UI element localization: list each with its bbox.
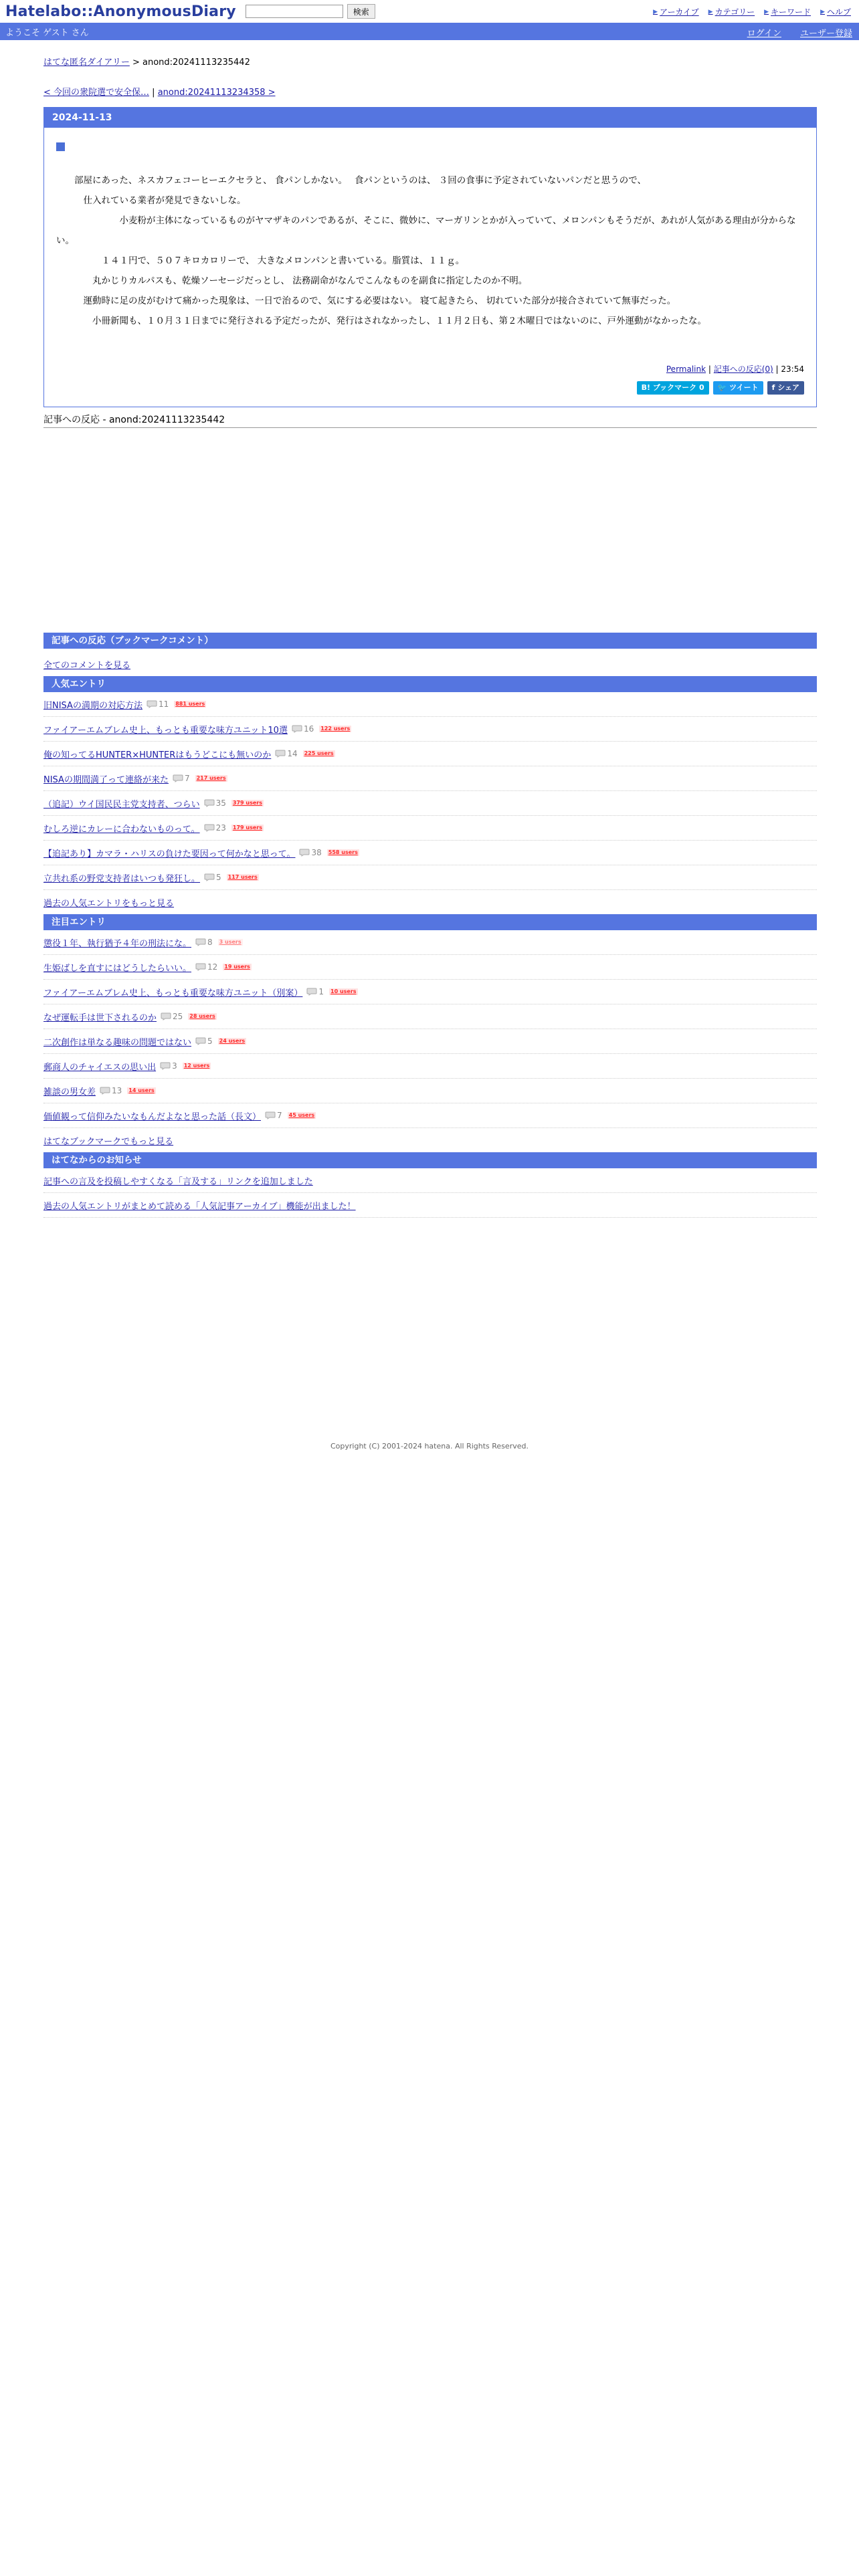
- bookmark-users-badge[interactable]: 881 users: [175, 701, 205, 707]
- entry-paragraph: 部屋にあった、ネスカフェコーヒーエクセラと、 食パンしかない。 食パンというのは、 ３回の食事に予定されていないパンだと思うので、: [56, 175, 647, 186]
- triangle-right-icon: ▶: [653, 8, 658, 15]
- diary-day-box: [43, 107, 817, 407]
- comment-count-value: 7: [277, 1111, 282, 1120]
- popular-entry-row: [43, 816, 817, 841]
- comment-bubble-icon: [147, 700, 157, 708]
- comment-bubble-icon: [299, 849, 310, 857]
- comment-bubble-icon: [204, 824, 215, 832]
- hatena-bookmark-button[interactable]: B! ブックマーク 0: [637, 381, 709, 395]
- popular-entry-row: [43, 766, 817, 791]
- notice-row: [43, 1168, 817, 1193]
- featured-more-row: [43, 1128, 817, 1152]
- breadcrumb: [43, 55, 817, 68]
- bookmark-users-badge[interactable]: 24 users: [219, 1038, 246, 1044]
- featured-entry-row: [43, 1054, 817, 1079]
- entry-anchor-square-icon[interactable]: [56, 142, 65, 151]
- bookmark-users-badge[interactable]: 217 users: [196, 775, 226, 781]
- register-link[interactable]: ユーザー登録: [799, 29, 852, 39]
- share-buttons: [44, 374, 816, 407]
- triangle-right-icon: ▶: [820, 8, 825, 15]
- featured-entry-row: [43, 1103, 817, 1128]
- popular-entry-row: [43, 742, 817, 766]
- bird-icon: 🐦: [717, 383, 730, 392]
- comment-bubble-icon: [306, 988, 317, 996]
- facebook-label: シェア: [777, 383, 799, 392]
- comment-count: [204, 823, 226, 833]
- comment-count: [160, 1061, 177, 1071]
- comment-bubble-icon: [195, 963, 206, 971]
- comment-count: [161, 1012, 183, 1021]
- entry-title-link[interactable]: 【追記あり】カマラ・ハリスの負けた要因って何かなと思って。: [43, 849, 296, 859]
- main-content: [43, 40, 817, 1218]
- bookmark-users-badge[interactable]: 179 users: [232, 825, 262, 831]
- tweet-label: ツイート: [729, 383, 759, 392]
- notices-section-title: はてなからのお知らせ: [43, 1152, 817, 1168]
- comment-bubble-icon: [173, 774, 183, 782]
- featured-entry-row: [43, 930, 817, 955]
- entry-title-link[interactable]: ファイアーエムブレム史上、もっとも重要な味方ユニット（別案）: [43, 988, 303, 998]
- nav-category[interactable]: [708, 6, 755, 17]
- welcome-text: ようこそ ゲスト さん: [5, 27, 89, 38]
- comment-count: [275, 749, 297, 758]
- entry-title-link[interactable]: 俺の知ってるHUNTER×HUNTERはもうどこにも無いのか: [43, 750, 272, 760]
- breadcrumb-sep: >: [129, 58, 143, 68]
- bookmark-users-badge[interactable]: 3 users: [219, 939, 242, 945]
- footer-copyright: Copyright (C) 2001-2024 hatena. All Rights Reserved.: [330, 1442, 529, 1451]
- comment-count-value: 8: [207, 938, 213, 947]
- entry-paragraph: 運動時に足の皮がむけて痛かった現象は、一日で治るので、気にする必要はない。 寝て起きたら、 切れていた部分が接合されていて無事だった。: [56, 296, 676, 306]
- permalink-link[interactable]: Permalink: [666, 364, 706, 374]
- comment-count: [204, 873, 221, 882]
- login-link[interactable]: ログイン: [747, 29, 781, 39]
- notice-row: [43, 1193, 817, 1218]
- popular-section-title: 人気エントリ: [43, 676, 817, 692]
- nav-keyword[interactable]: [764, 6, 811, 17]
- entry-body: [44, 128, 816, 336]
- comment-count: [306, 987, 324, 996]
- search-input[interactable]: [246, 5, 343, 18]
- comment-count-value: 14: [287, 749, 298, 758]
- notice-list: [43, 1168, 817, 1218]
- entry-title-link[interactable]: ファイアーエムブレム史上、もっとも重要な味方ユニット10選: [43, 725, 288, 736]
- bookmark-users-badge[interactable]: 19 users: [224, 964, 250, 970]
- featured-list: [43, 930, 817, 1128]
- prev-next-nav: [43, 85, 817, 98]
- popular-entry-row: [43, 791, 817, 816]
- nav-category-label: カテゴリー: [714, 7, 755, 17]
- facebook-icon: f: [771, 383, 778, 392]
- breadcrumb-current: anond:20241113235442: [142, 58, 250, 68]
- search-button[interactable]: 検索: [347, 4, 375, 19]
- featured-entry-row: [43, 1004, 817, 1029]
- notice-link[interactable]: 記事への言及を投稿しやすくなる「言及する」リンクを追加しました: [43, 1176, 313, 1187]
- entry-title-link[interactable]: むしろ逆にカレーに合わないものって。: [43, 824, 200, 835]
- entry-paragraph: 丸かじりカルパスも、乾燥ソーセージだっとし、 法務副命がなんでこんなものを副食に指定したのか不明。: [56, 276, 528, 286]
- comment-count-value: 1: [318, 987, 324, 996]
- entry-title-link[interactable]: 旧NISAの満期の対応方法: [43, 700, 142, 711]
- top-header: [0, 0, 859, 23]
- ad-space: [43, 428, 817, 633]
- comment-bubble-icon: [160, 1062, 171, 1070]
- entry-title-link[interactable]: NISAの期間満了って連絡が来た: [43, 774, 169, 785]
- featured-entry-row: [43, 955, 817, 980]
- bookmark-users-badge[interactable]: 379 users: [232, 800, 262, 806]
- comment-count: [292, 724, 314, 734]
- bookmark-users-badge[interactable]: 117 users: [227, 874, 258, 880]
- top-nav: [653, 6, 851, 17]
- comment-count: [195, 962, 217, 972]
- entry-title-link[interactable]: （追記）ウイ国民民主党支持者、つらい: [43, 799, 200, 810]
- comment-bubble-icon: [195, 1037, 206, 1045]
- breadcrumb-home[interactable]: はてな匿名ダイアリー: [43, 58, 130, 68]
- comment-count-value: 5: [216, 873, 221, 882]
- comment-count: [195, 1037, 213, 1046]
- prev-next-sep: |: [149, 88, 158, 98]
- bookmark-users-badge[interactable]: 225 users: [304, 750, 334, 756]
- entry-time: | 23:54: [773, 364, 804, 374]
- featured-section-title: 注目エントリ: [43, 914, 817, 930]
- nav-help[interactable]: [820, 6, 851, 17]
- all-comments-row: [43, 649, 817, 676]
- day-date: 2024-11-13: [44, 108, 816, 128]
- comment-count: [204, 798, 226, 808]
- popular-list: [43, 692, 817, 890]
- next-entry-link[interactable]: anond:20241113234358 >: [157, 88, 276, 98]
- comment-bubble-icon: [195, 938, 206, 946]
- entry-paragraph: 小麦粉が主体になっているものがヤマザキのパンであるが、そこに、微妙に、マーガリンとかが入っていて、メロンパンもそうだが、あれが人気がある理由が分からない。: [56, 215, 796, 246]
- entry-meta: [44, 355, 816, 374]
- bookmark-users-badge[interactable]: 122 users: [320, 726, 351, 732]
- nav-help-label: ヘルプ: [826, 7, 851, 17]
- popular-entry-row: [43, 865, 817, 890]
- featured-entry-row: [43, 1029, 817, 1054]
- comment-count: [147, 700, 169, 709]
- entry-title-link[interactable]: 立共れ系の野党支持者はいつも発狂し。: [43, 873, 201, 884]
- comment-bubble-icon: [265, 1111, 276, 1119]
- bookmark-section-title: 記事への反応（ブックマークコメント）: [43, 633, 817, 649]
- comment-count-value: 13: [112, 1086, 122, 1095]
- comment-bubble-icon: [204, 799, 215, 807]
- entry-paragraph: 仕入れている業者が発見できないしな。: [56, 195, 246, 206]
- nav-archive[interactable]: [653, 6, 699, 17]
- featured-entry-row: [43, 980, 817, 1004]
- comment-count-value: 5: [207, 1037, 213, 1046]
- comment-bubble-icon: [204, 873, 215, 881]
- bookmark-users-badge[interactable]: 45 users: [288, 1112, 315, 1118]
- entry-title-link[interactable]: 郵商人のチャイエスの思い出: [43, 1062, 157, 1073]
- comment-count-value: 11: [158, 700, 169, 709]
- entry-title-link[interactable]: 二次創作は単なる趣味の問題ではない: [43, 1037, 192, 1048]
- bookmark-users-badge[interactable]: 14 users: [128, 1087, 155, 1093]
- featured-more-link[interactable]: はてなブックマークでもっと見る: [43, 1136, 174, 1147]
- bookmark-users-badge[interactable]: 12 users: [183, 1063, 210, 1069]
- comment-count: [100, 1086, 122, 1095]
- comment-count-value: 23: [215, 823, 226, 833]
- entry-title-link[interactable]: 生姫ばしを直すにはどうしたらいい。: [43, 963, 192, 974]
- all-comments-link[interactable]: 全てのコメントを見る: [43, 661, 131, 671]
- prev-entry-link[interactable]: < 今回の衆院選で安全保…: [43, 88, 150, 98]
- bookmark-users-badge[interactable]: 10 users: [330, 988, 357, 994]
- entry-title-link[interactable]: 懲役１年、執行猶予４年の刑法にな。: [43, 938, 192, 949]
- comment-count-value: 16: [303, 724, 314, 734]
- nav-archive-label: アーカイブ: [659, 7, 699, 17]
- featured-entry-row: [43, 1079, 817, 1103]
- entry-paragraph: 小冊新聞も、１０月３１日までに発行される予定だったが、発行はされなかったし、１１月２日も、第２木曜日ではないのに、戸外運動がなかったな。: [56, 316, 706, 326]
- meta-sep: |: [706, 364, 714, 374]
- triangle-right-icon: ▶: [764, 8, 769, 15]
- responses-link[interactable]: 記事への反応(0): [713, 364, 773, 374]
- comment-count-value: 25: [173, 1012, 183, 1021]
- popular-more-row: [43, 890, 817, 914]
- tweet-button[interactable]: [713, 381, 763, 395]
- comment-count: [173, 774, 190, 783]
- responses-header: 記事への反応 - anond:20241113235442: [43, 413, 817, 428]
- comment-bubble-icon: [161, 1012, 171, 1021]
- comment-count: [195, 938, 213, 947]
- entry-title-link[interactable]: 価値観って信仰みたいなもんだよなと思った話（長文）: [43, 1111, 262, 1122]
- popular-more-link[interactable]: 過去の人気エントリをもっと見る: [43, 898, 175, 909]
- site-logo[interactable]: Hatelabo::AnonymousDiary: [5, 3, 236, 20]
- comment-count-value: 7: [184, 774, 190, 783]
- comment-count-value: 38: [311, 848, 322, 857]
- bookmark-users-badge[interactable]: 28 users: [189, 1013, 215, 1019]
- comment-count-value: 12: [207, 962, 218, 972]
- entry-title-link[interactable]: なぜ運転手は世下されるのか: [43, 1012, 157, 1023]
- comment-bubble-icon: [292, 725, 302, 733]
- popular-entry-row: [43, 717, 817, 742]
- entry-title-link[interactable]: 雑談の男女差: [43, 1087, 96, 1097]
- facebook-share-button[interactable]: [767, 381, 804, 395]
- comment-count-value: 35: [215, 798, 226, 808]
- comment-bubble-icon: [100, 1087, 110, 1095]
- comment-count: [299, 848, 321, 857]
- comment-count-value: 3: [172, 1061, 177, 1071]
- comment-bubble-icon: [275, 750, 286, 758]
- comment-count: [265, 1111, 282, 1120]
- nav-keyword-label: キーワード: [771, 7, 812, 17]
- notice-link[interactable]: 過去の人気エントリがまとめて読める「人気記事アーカイブ」機能が出ました！: [43, 1201, 356, 1212]
- entry-paragraph: １４１円で、５０７キロカロリーで、 大きなメロンパンと書いている。脂質は、１１ｇ。: [56, 255, 465, 266]
- user-bar: [0, 23, 859, 40]
- triangle-right-icon: ▶: [708, 8, 713, 15]
- bookmark-users-badge[interactable]: 558 users: [328, 849, 358, 855]
- popular-entry-row: [43, 841, 817, 865]
- popular-entry-row: [43, 692, 817, 717]
